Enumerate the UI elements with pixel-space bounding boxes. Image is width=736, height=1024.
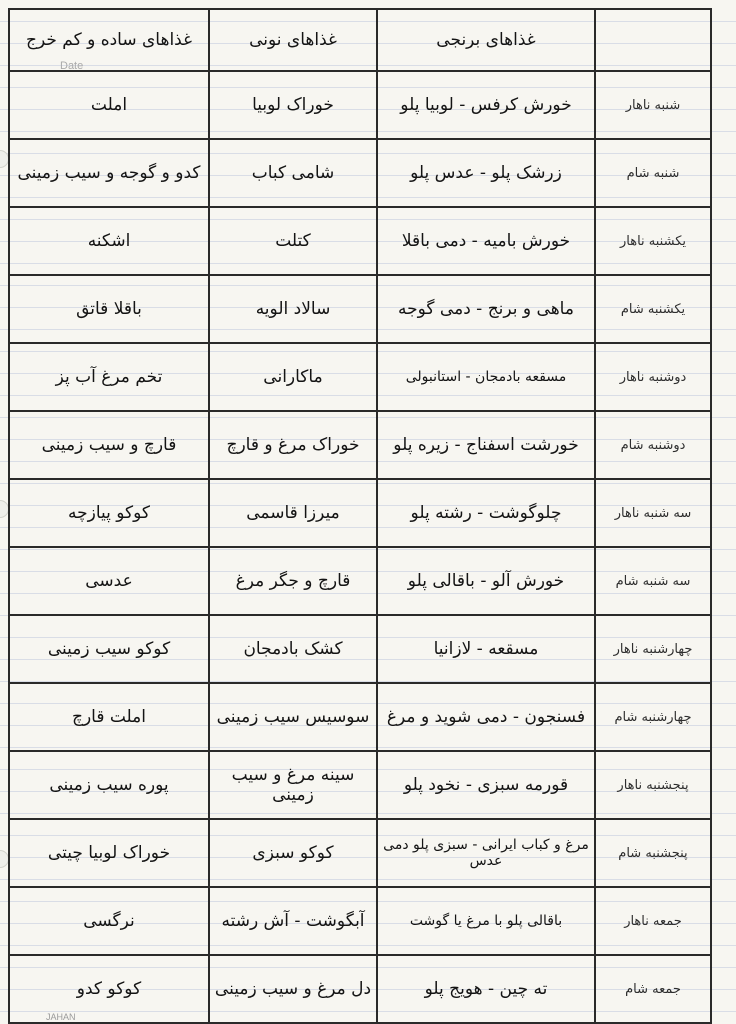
rice-dish-cell: خورشت اسفناج - زیره پلو (377, 411, 595, 479)
brand-mark: JAHAN (46, 1012, 76, 1022)
day-cell: چهارشنبه ناهار (595, 615, 711, 683)
simple-dish-cell: پوره سیب زمینی (9, 751, 209, 819)
party-dish-cell: ماکارانی (209, 343, 377, 411)
simple-dish-cell: کوکو کدو (9, 955, 209, 1023)
meal-plan-table (8, 8, 712, 1024)
header-row (9, 9, 711, 71)
rice-dish-cell: چلوگوشت - رشته پلو (377, 479, 595, 547)
simple-dish-cell: نرگسی (9, 887, 209, 955)
simple-dish-cell: کوکو سیب زمینی (9, 615, 209, 683)
date-label: Date (60, 60, 84, 72)
day-cell: یکشنبه شام (595, 275, 711, 343)
simple-dish-cell: کوکو پیازچه (9, 479, 209, 547)
table-row (9, 751, 711, 819)
simple-dish-cell: کدو و گوجه و سیب زمینی (9, 139, 209, 207)
header-day (595, 9, 711, 71)
party-dish-cell: قارچ و جگر مرغ (209, 547, 377, 615)
rice-dish-cell: مسقعه - لازانیا (377, 615, 595, 683)
simple-dish-cell: املت قارچ (9, 683, 209, 751)
party-dish-cell: کتلت (209, 207, 377, 275)
rice-dish-cell: فسنجون - دمی شوید و مرغ (377, 683, 595, 751)
table-row (9, 275, 711, 343)
rice-dish-cell: مسقعه بادمجان - استانبولی (377, 343, 595, 411)
day-cell: دوشنبه ناهار (595, 343, 711, 411)
simple-dish-cell: خوراک لوبیا چیتی (9, 819, 209, 887)
table-row (9, 139, 711, 207)
simple-dish-cell: باقلا قاتق (9, 275, 209, 343)
day-cell: سه شنبه ناهار (595, 479, 711, 547)
rice-dish-cell: مرغ و کباب ایرانی - سبزی پلو دمی عدس (377, 819, 595, 887)
rice-dish-cell: زرشک پلو - عدس پلو (377, 139, 595, 207)
party-dish-cell: شامی کباب (209, 139, 377, 207)
party-dish-cell: سالاد الویه (209, 275, 377, 343)
party-dish-cell: سوسیس سیب زمینی (209, 683, 377, 751)
day-cell: جمعه شام (595, 955, 711, 1023)
party-dish-cell: آبگوشت - آش رشته (209, 887, 377, 955)
header-rice-dishes: غذاهای برنجی (377, 9, 595, 71)
rice-dish-cell: باقالی پلو با مرغ یا گوشت (377, 887, 595, 955)
table-row (9, 955, 711, 1023)
day-cell: پنجشنبه شام (595, 819, 711, 887)
party-dish-cell: کوکو سبزی (209, 819, 377, 887)
day-cell: دوشنبه شام (595, 411, 711, 479)
party-dish-cell: میرزا قاسمی (209, 479, 377, 547)
table-row (9, 683, 711, 751)
table-row (9, 411, 711, 479)
party-dish-cell: کشک بادمجان (209, 615, 377, 683)
rice-dish-cell: خورش کرفس - لوبیا پلو (377, 71, 595, 139)
day-cell: شنبه ناهار (595, 71, 711, 139)
table-row (9, 887, 711, 955)
day-cell: یکشنبه ناهار (595, 207, 711, 275)
party-dish-cell: سینه مرغ و سیب زمینی (209, 751, 377, 819)
rice-dish-cell: ماهی و برنج - دمی گوجه (377, 275, 595, 343)
header-simple-dishes: غذاهای ساده و کم خرج (9, 9, 209, 71)
day-cell: شنبه شام (595, 139, 711, 207)
table-row (9, 819, 711, 887)
simple-dish-cell: تخم مرغ آب پز (9, 343, 209, 411)
header-party-dishes: غذاهای نونی (209, 9, 377, 71)
day-cell: سه شنبه شام (595, 547, 711, 615)
rice-dish-cell: ته چین - هویج پلو (377, 955, 595, 1023)
rice-dish-cell: خورش آلو - باقالی پلو (377, 547, 595, 615)
table-row (9, 207, 711, 275)
table-row (9, 71, 711, 139)
rice-dish-cell: قورمه سبزی - نخود پلو (377, 751, 595, 819)
table-row (9, 547, 711, 615)
day-cell: پنجشنبه ناهار (595, 751, 711, 819)
simple-dish-cell: قارچ و سیب زمینی (9, 411, 209, 479)
rice-dish-cell: خورش بامیه - دمی باقلا (377, 207, 595, 275)
simple-dish-cell: املت (9, 71, 209, 139)
simple-dish-cell: عدسی (9, 547, 209, 615)
day-cell: جمعه ناهار (595, 887, 711, 955)
party-dish-cell: خوراک لوبیا (209, 71, 377, 139)
table-row (9, 479, 711, 547)
table-row (9, 615, 711, 683)
party-dish-cell: دل مرغ و سیب زمینی (209, 955, 377, 1023)
party-dish-cell: خوراک مرغ و قارچ (209, 411, 377, 479)
table-row (9, 343, 711, 411)
simple-dish-cell: اشکنه (9, 207, 209, 275)
day-cell: چهارشنبه شام (595, 683, 711, 751)
